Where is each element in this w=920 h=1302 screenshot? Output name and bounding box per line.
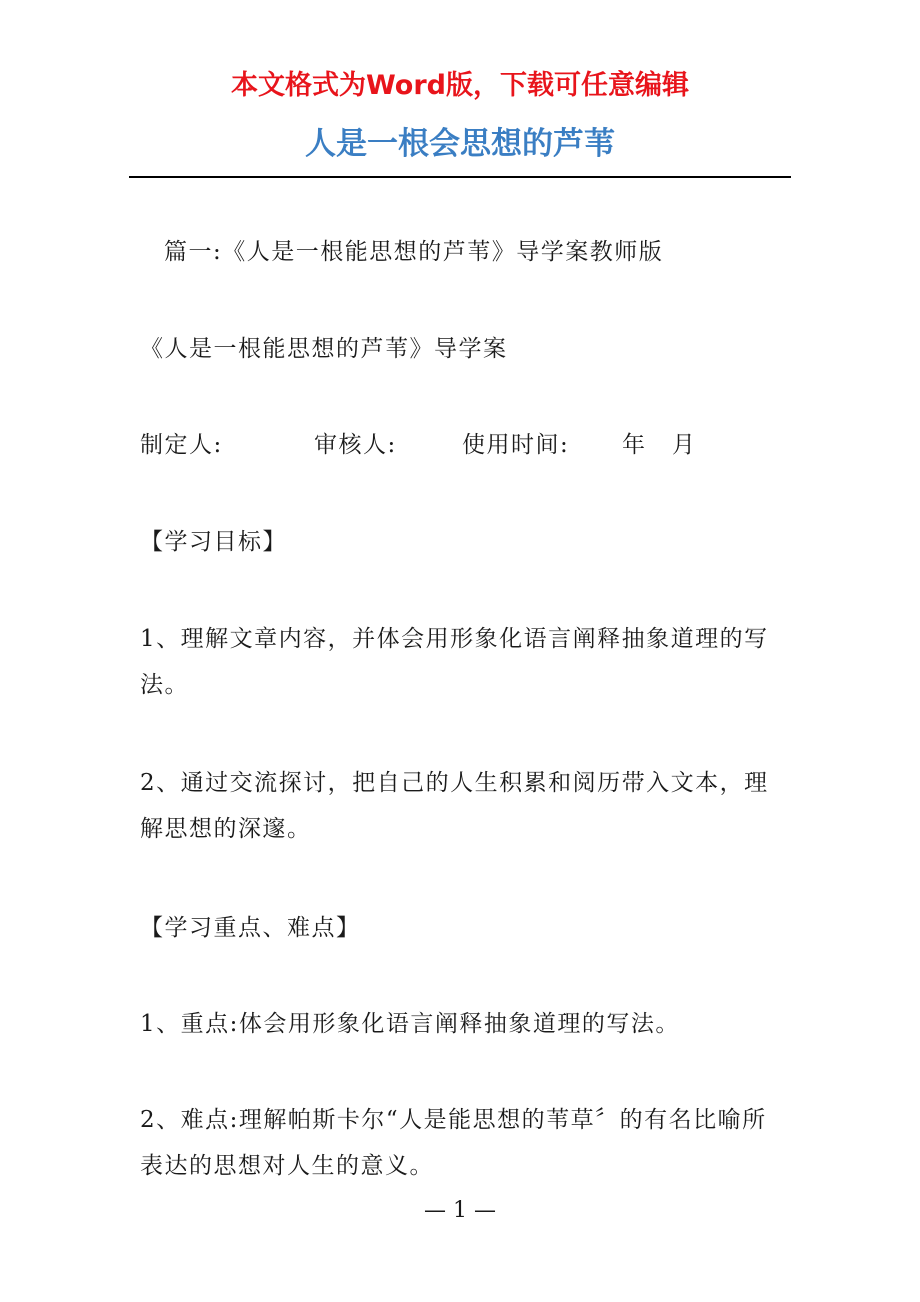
difficult-point-item: 2、难点:理解帕斯卡尔“人是能思想的苇草〞的有名比喻所表达的思想对人生的意义。 [140, 1107, 767, 1179]
article-heading-line: 篇一:《人是一根能思想的芦苇》导学案教师版 [164, 239, 664, 265]
reviewer-label: 审核人: [314, 432, 397, 458]
meta-info-line [140, 422, 785, 468]
title-divider [129, 176, 791, 178]
key-points-heading: 【学习重点、难点】 [140, 915, 361, 941]
usage-time-label: 使用时间: [462, 432, 570, 458]
learning-goal-item: 2、通过交流探讨，把自己的人生积累和阅历带入文本，理解思想的深邃。 [140, 770, 769, 842]
year-label: 年 [622, 432, 647, 458]
document-title: 人是一根会思想的芦苇 [305, 126, 615, 162]
key-point-item: 1、重点:体会用形象化语言阐释抽象道理的写法。 [140, 1011, 680, 1037]
learning-goal-item: 1、理解文章内容，并体会用形象化语言阐释抽象道理的写法。 [140, 626, 769, 698]
study-guide-title: 《人是一根能思想的芦苇》导学案 [140, 336, 508, 362]
month-label: 月 [672, 432, 697, 458]
page-number: — 1 — [424, 1198, 496, 1223]
format-notice-banner: 本文格式为Word版，下载可任意编辑 [230, 70, 689, 101]
learning-goals-heading: 【学习目标】 [140, 529, 287, 555]
author-label: 制定人: [140, 432, 223, 458]
